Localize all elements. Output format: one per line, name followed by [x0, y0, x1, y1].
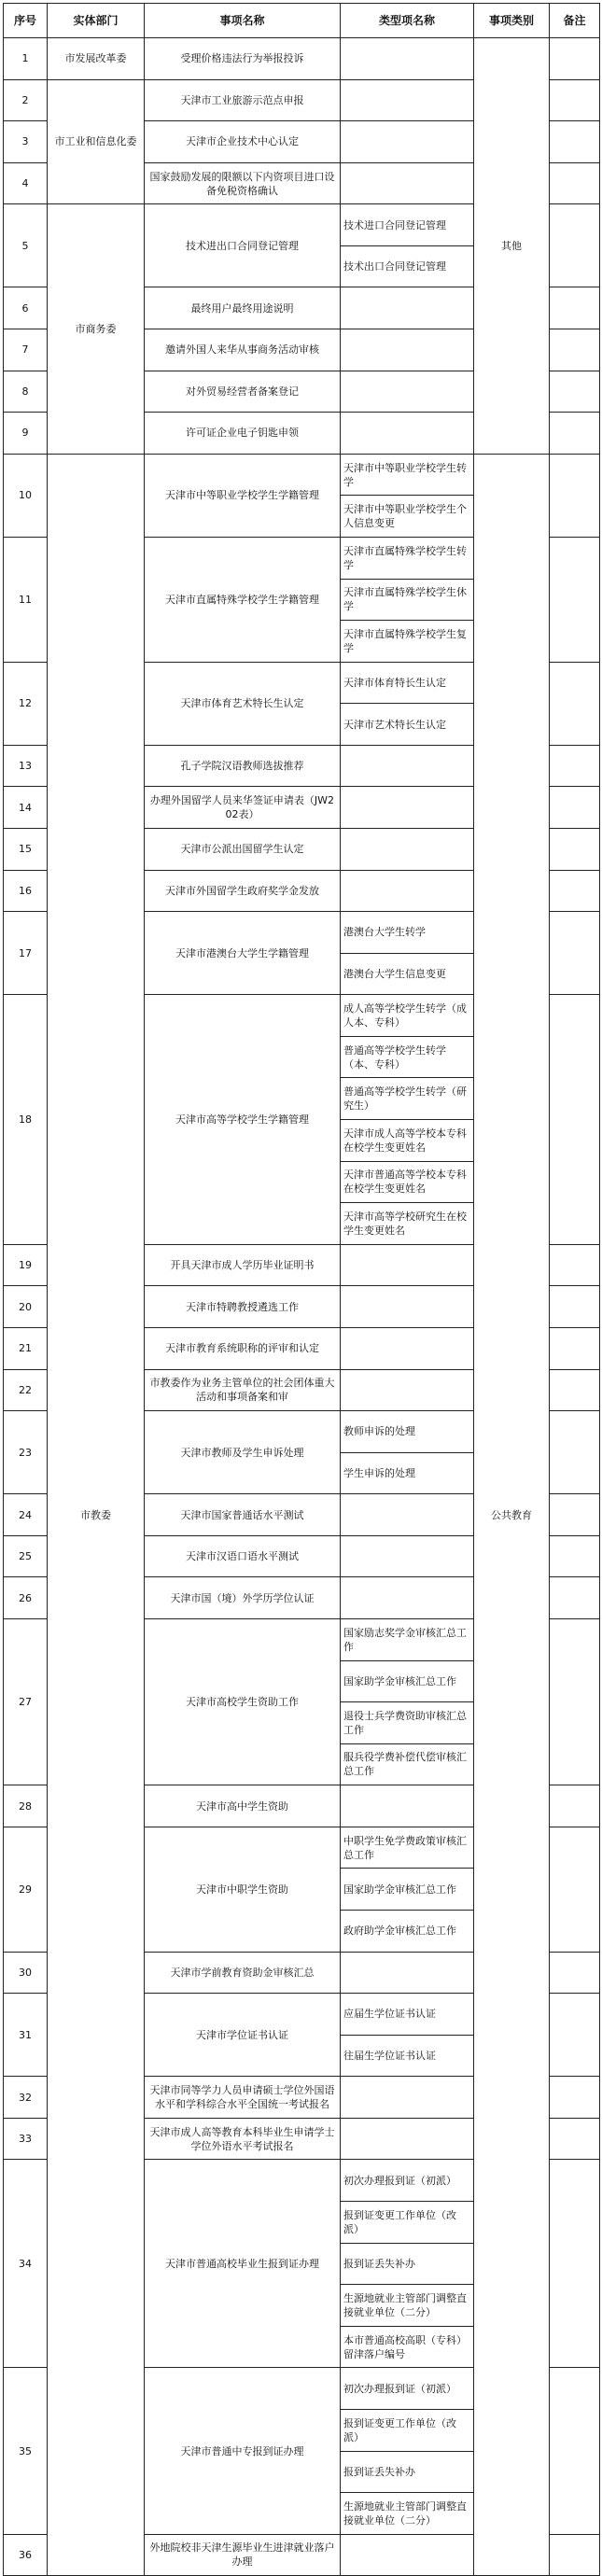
type-name-cell: 报到证丢失补办 — [341, 2451, 474, 2493]
remarks-cell — [550, 38, 600, 80]
item-name-cell: 天津市国家普通话水平测试 — [145, 1494, 341, 1536]
row-number: 28 — [4, 1785, 48, 1827]
remarks-cell — [550, 1327, 600, 1369]
item-name-cell: 天津市高中学生资助 — [145, 1785, 341, 1827]
remarks-cell — [550, 1535, 600, 1577]
item-name-cell: 开具天津市成人学历毕业证明书 — [145, 1244, 341, 1286]
remarks-cell — [550, 1411, 600, 1494]
row-number: 14 — [4, 787, 48, 829]
item-name-cell: 天津市高等学校学生学籍管理 — [145, 995, 341, 1244]
row-number: 17 — [4, 912, 48, 995]
type-name-cell: 报到证变更工作单位（改派） — [341, 2202, 474, 2244]
row-number: 32 — [4, 2077, 48, 2119]
row-number: 4 — [4, 162, 48, 204]
header-item-name: 事项名称 — [145, 4, 341, 38]
type-name-cell — [341, 2118, 474, 2160]
remarks-cell — [550, 745, 600, 787]
item-name-cell: 天津市普通高校毕业生报到证办理 — [145, 2160, 341, 2368]
service-items-table — [3, 3, 600, 2576]
row-number: 9 — [4, 413, 48, 455]
row-number: 30 — [4, 1952, 48, 1994]
table-row — [4, 454, 600, 496]
type-name-cell: 服兵役学费补偿代偿审核汇总工作 — [341, 1743, 474, 1785]
item-name-cell: 天津市公派出国留学生认定 — [145, 828, 341, 870]
remarks-cell — [550, 1369, 600, 1411]
department-cell: 市商务委 — [48, 204, 145, 454]
item-name-cell: 天津市体育艺术特长生认定 — [145, 662, 341, 745]
header-remarks: 备注 — [550, 4, 600, 38]
type-name-cell — [341, 2077, 474, 2119]
item-name-cell: 天津市成人高等教育本科毕业生申请学士学位外语水平考试报名 — [145, 2118, 341, 2160]
row-number: 33 — [4, 2118, 48, 2160]
type-name-cell — [341, 413, 474, 455]
type-name-cell: 报到证变更工作单位（改派） — [341, 2409, 474, 2451]
document-page — [3, 3, 599, 2576]
remarks-cell — [550, 329, 600, 371]
item-name-cell: 天津市中职学生资助 — [145, 1827, 341, 1952]
department-cell: 市发展改革委 — [48, 38, 145, 80]
item-name-cell: 技术进出口合同登记管理 — [145, 204, 341, 287]
type-name-cell: 国家助学金审核汇总工作 — [341, 1660, 474, 1702]
row-number: 19 — [4, 1244, 48, 1286]
item-name-cell: 对外贸易经营者备案登记 — [145, 371, 341, 413]
type-name-cell — [341, 1327, 474, 1369]
type-name-cell: 天津市中等职业学校学生转学 — [341, 454, 474, 496]
type-name-cell: 报到证丢失补办 — [341, 2243, 474, 2285]
remarks-cell — [550, 1994, 600, 2077]
type-name-cell — [341, 121, 474, 163]
type-name-cell: 往届生学位证书认证 — [341, 2035, 474, 2077]
item-name-cell: 天津市教师及学生申诉处理 — [145, 1411, 341, 1494]
remarks-cell — [550, 1577, 600, 1619]
remarks-cell — [550, 162, 600, 204]
item-name-cell: 天津市教育系统职称的评审和认定 — [145, 1327, 341, 1369]
remarks-cell — [550, 2160, 600, 2368]
remarks-cell — [550, 1785, 600, 1827]
header-type-name: 类型项名称 — [341, 4, 474, 38]
row-number: 34 — [4, 2160, 48, 2368]
row-number: 20 — [4, 1286, 48, 1328]
type-name-cell — [341, 329, 474, 371]
remarks-cell — [550, 454, 600, 537]
type-name-cell: 生源地就业主管部门调整直接就业单位（二分） — [341, 2493, 474, 2535]
type-name-cell — [341, 1952, 474, 1994]
item-name-cell: 天津市国（境）外学历学位认证 — [145, 1577, 341, 1619]
type-name-cell — [341, 1785, 474, 1827]
row-number: 26 — [4, 1577, 48, 1619]
type-name-cell — [341, 1286, 474, 1328]
remarks-cell — [550, 2077, 600, 2119]
item-name-cell: 受理价格违法行为举报投诉 — [145, 38, 341, 80]
item-name-cell: 天津市同等学力人员申请硕士学位外国语水平和学科综合水平全国统一考试报名 — [145, 2077, 341, 2119]
type-name-cell: 天津市体育特长生认定 — [341, 662, 474, 704]
row-number: 3 — [4, 121, 48, 163]
remarks-cell — [550, 537, 600, 662]
table-row — [4, 38, 600, 80]
type-name-cell: 普通高等学校学生转学（本、专科） — [341, 1036, 474, 1078]
type-name-cell: 技术进口合同登记管理 — [341, 204, 474, 246]
row-number: 7 — [4, 329, 48, 371]
remarks-cell — [550, 1286, 600, 1328]
department-cell: 市教委 — [48, 454, 145, 2575]
row-number: 23 — [4, 1411, 48, 1494]
row-number: 10 — [4, 454, 48, 537]
type-name-cell: 成人高等学校学生转学（成人本、专科） — [341, 995, 474, 1037]
item-name-cell: 天津市中等职业学校学生学籍管理 — [145, 454, 341, 537]
row-number: 5 — [4, 204, 48, 287]
type-name-cell — [341, 1494, 474, 1536]
type-name-cell: 天津市普通高等学校本专科在校学生变更姓名 — [341, 1161, 474, 1203]
item-name-cell: 天津市外国留学生政府奖学金发放 — [145, 870, 341, 912]
row-number: 18 — [4, 995, 48, 1244]
item-name-cell: 天津市汉语口语水平测试 — [145, 1535, 341, 1577]
row-number: 16 — [4, 870, 48, 912]
item-name-cell: 天津市企业技术中心认定 — [145, 121, 341, 163]
type-name-cell — [341, 745, 474, 787]
row-number: 21 — [4, 1327, 48, 1369]
type-name-cell — [341, 2534, 474, 2576]
type-name-cell — [341, 38, 474, 80]
row-number: 1 — [4, 38, 48, 80]
remarks-cell — [550, 787, 600, 829]
remarks-cell — [550, 828, 600, 870]
type-name-cell — [341, 287, 474, 329]
item-name-cell: 市教委作为业务主管单位的社会团体重大活动和事项备案和审 — [145, 1369, 341, 1411]
remarks-cell — [550, 287, 600, 329]
table-body — [4, 38, 600, 2576]
row-number: 8 — [4, 371, 48, 413]
item-name-cell: 许可证企业电子钥匙申领 — [145, 413, 341, 455]
type-name-cell — [341, 787, 474, 829]
type-name-cell — [341, 870, 474, 912]
type-name-cell: 生源地就业主管部门调整直接就业单位（二分） — [341, 2285, 474, 2327]
type-name-cell — [341, 79, 474, 121]
item-name-cell: 天津市高校学生资助工作 — [145, 1618, 341, 1785]
remarks-cell — [550, 870, 600, 912]
remarks-cell — [550, 912, 600, 995]
type-name-cell — [341, 1369, 474, 1411]
row-number: 24 — [4, 1494, 48, 1536]
type-name-cell: 天津市艺术特长生认定 — [341, 704, 474, 746]
row-number: 25 — [4, 1535, 48, 1577]
type-name-cell — [341, 162, 474, 204]
remarks-cell — [550, 204, 600, 287]
remarks-cell — [550, 1494, 600, 1536]
category-cell: 公共教育 — [474, 454, 550, 2575]
remarks-cell — [550, 1244, 600, 1286]
remarks-cell — [550, 1952, 600, 1994]
type-name-cell: 天津市高等学校研究生在校学生变更姓名 — [341, 1203, 474, 1245]
header-number: 序号 — [4, 4, 48, 38]
remarks-cell — [550, 662, 600, 745]
item-name-cell: 最终用户最终用途说明 — [145, 287, 341, 329]
row-number: 15 — [4, 828, 48, 870]
type-name-cell: 港澳台大学生转学 — [341, 912, 474, 954]
row-number: 13 — [4, 745, 48, 787]
type-name-cell — [341, 828, 474, 870]
type-name-cell — [341, 1244, 474, 1286]
type-name-cell: 天津市成人高等学校本专科在校学生变更姓名 — [341, 1120, 474, 1162]
type-name-cell: 学生申诉的处理 — [341, 1452, 474, 1494]
remarks-cell — [550, 413, 600, 455]
item-name-cell: 外地院校非天津生源毕业生进津就业落户办理 — [145, 2534, 341, 2576]
item-name-cell: 天津市学位证书认证 — [145, 1994, 341, 2077]
remarks-cell — [550, 2368, 600, 2534]
item-name-cell: 天津市港澳台大学生学籍管理 — [145, 912, 341, 995]
type-name-cell: 国家助学金审核汇总工作 — [341, 1869, 474, 1911]
type-name-cell: 天津市直属特殊学校学生休学 — [341, 579, 474, 621]
remarks-cell — [550, 79, 600, 121]
type-name-cell: 初次办理报到证（初派） — [341, 2368, 474, 2410]
item-name-cell: 天津市工业旅游示范点申报 — [145, 79, 341, 121]
remarks-cell — [550, 371, 600, 413]
item-name-cell: 国家鼓励发展的限额以下内资项目进口设备免税资格确认 — [145, 162, 341, 204]
type-name-cell: 应届生学位证书认证 — [341, 1994, 474, 2036]
type-name-cell — [341, 1535, 474, 1577]
type-name-cell: 港澳台大学生信息变更 — [341, 953, 474, 995]
row-number: 12 — [4, 662, 48, 745]
type-name-cell: 中职学生免学费政策审核汇总工作 — [341, 1827, 474, 1869]
remarks-cell — [550, 121, 600, 163]
row-number: 11 — [4, 537, 48, 662]
remarks-cell — [550, 2534, 600, 2576]
type-name-cell — [341, 371, 474, 413]
type-name-cell: 普通高等学校学生转学（研究生） — [341, 1078, 474, 1120]
item-name-cell: 办理外国留学人员来华签证申请表（JW202表） — [145, 787, 341, 829]
remarks-cell — [550, 1827, 600, 1952]
type-name-cell: 退役士兵学费资助审核汇总工作 — [341, 1702, 474, 1744]
row-number: 36 — [4, 2534, 48, 2576]
table-header-row — [4, 4, 600, 38]
header-department: 实体部门 — [48, 4, 145, 38]
type-name-cell: 天津市中等职业学校学生个人信息变更 — [341, 496, 474, 538]
type-name-cell: 技术出口合同登记管理 — [341, 245, 474, 287]
row-number: 29 — [4, 1827, 48, 1952]
type-name-cell: 政府助学金审核汇总工作 — [341, 1911, 474, 1953]
item-name-cell: 天津市普通中专报到证办理 — [145, 2368, 341, 2534]
type-name-cell: 本市普通高校高职（专科）留津落户编号 — [341, 2326, 474, 2368]
row-number: 6 — [4, 287, 48, 329]
item-name-cell: 邀请外国人来华从事商务活动审核 — [145, 329, 341, 371]
category-cell: 其他 — [474, 38, 550, 455]
department-cell: 市工业和信息化委 — [48, 79, 145, 204]
remarks-cell — [550, 2118, 600, 2160]
row-number: 31 — [4, 1994, 48, 2077]
item-name-cell: 孔子学院汉语教师选拔推荐 — [145, 745, 341, 787]
type-name-cell: 初次办理报到证（初派） — [341, 2160, 474, 2202]
item-name-cell: 天津市学前教育资助金审核汇总 — [145, 1952, 341, 1994]
type-name-cell: 天津市直属特殊学校学生复学 — [341, 621, 474, 663]
row-number: 27 — [4, 1618, 48, 1785]
type-name-cell: 国家励志奖学金审核汇总工作 — [341, 1618, 474, 1660]
header-item-category: 事项类别 — [474, 4, 550, 38]
type-name-cell — [341, 1577, 474, 1619]
row-number: 2 — [4, 79, 48, 121]
type-name-cell: 天津市直属特殊学校学生转学 — [341, 537, 474, 579]
item-name-cell: 天津市直属特殊学校学生学籍管理 — [145, 537, 341, 662]
item-name-cell: 天津市特聘教授遴选工作 — [145, 1286, 341, 1328]
row-number: 35 — [4, 2368, 48, 2534]
row-number: 22 — [4, 1369, 48, 1411]
type-name-cell: 教师申诉的处理 — [341, 1411, 474, 1453]
remarks-cell — [550, 1618, 600, 1785]
remarks-cell — [550, 995, 600, 1244]
